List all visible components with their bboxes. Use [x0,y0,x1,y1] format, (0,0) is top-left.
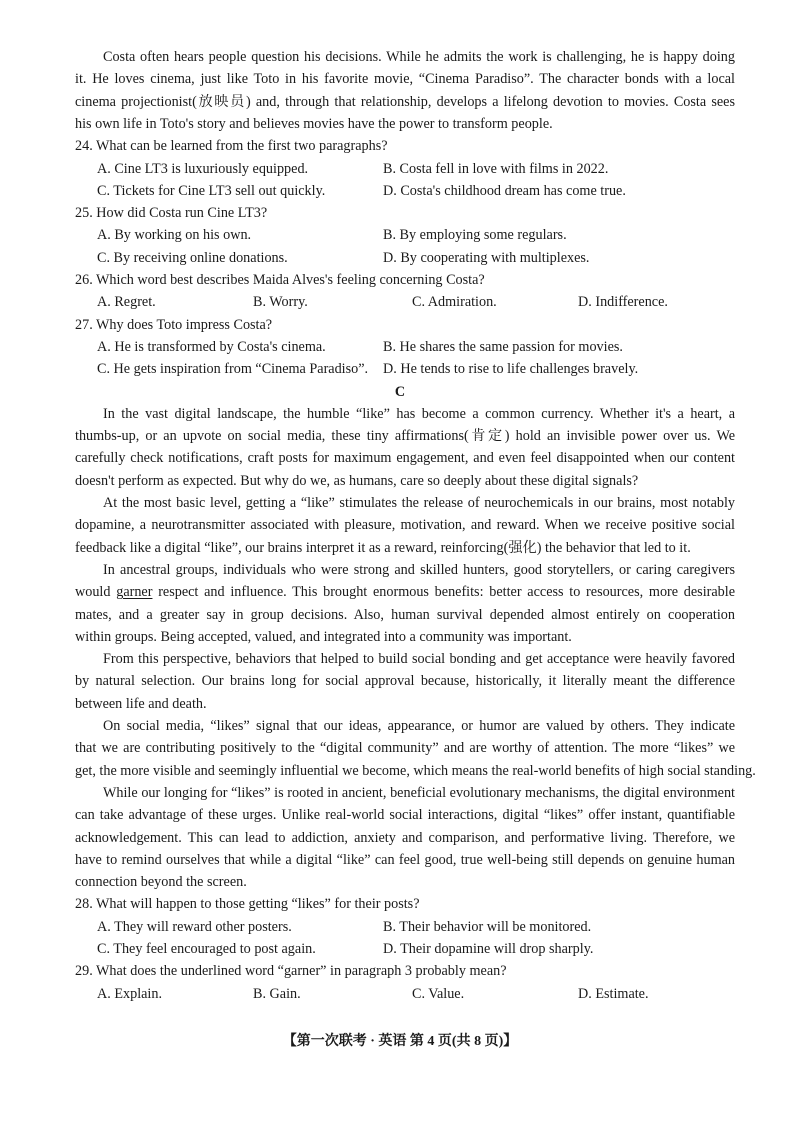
question-stem: 27. Why does Toto impress Costa? [75,316,273,333]
paragraph-line: In ancestral groups, individuals who were strong and skilled hunters, good storytellers, or caring caregivers [103,561,735,578]
paragraph-line: by natural selection. Our brains long for social approval because, historically, it literally meant the difference [75,673,735,690]
answer-option[interactable]: B. He shares the same passion for movies. [383,338,623,355]
paragraph-line: acknowledgement. This can lead to addiction, anxiety and comparison, and performative living. Therefore, we [75,829,735,846]
answer-option[interactable]: B. Their behavior will be monitored. [383,918,592,935]
answer-option[interactable]: D. By cooperating with multiplexes. [383,249,590,266]
paragraph-line: it. He loves cinema, just like Toto in his favorite movie, “Cinema Paradiso”. The character bonds with a local [75,71,735,88]
paragraph-line: dopamine, a neurotransmitter associated with pleasure, motivation, and reward. When we receive positive social [75,517,735,534]
paragraph-line: can take advantage of these urges. Unlike real-world social interactions, digital “likes” offer instant, quantifiable [75,807,735,824]
question-stem: 25. How did Costa run Cine LT3? [75,205,268,222]
paragraph-line: get, the more visible and seemingly influential we become, which means the real-world benefits of high social standing. [75,762,756,779]
paragraph-line: feedback like a digital “like”, our brains interpret it as a reward, reinforcing(强化) the behavior that led to it. [75,539,691,556]
answer-option[interactable]: A. Explain. [97,985,163,1002]
answer-option[interactable]: C. He gets inspiration from “Cinema Paradiso”. [97,361,369,378]
paragraph-line: within groups. Being accepted, valued, and integrated into a community was important. [75,628,572,645]
section-heading: C [394,383,406,400]
answer-option[interactable]: B. Costa fell in love with films in 2022. [383,160,609,177]
paragraph-line: From this perspective, behaviors that helped to build social bonding and get acceptance were heavily favored [103,651,735,668]
answer-option[interactable]: D. He tends to rise to life challenges bravely. [383,361,639,378]
answer-option[interactable]: D. Costa's childhood dream has come true. [383,182,626,199]
answer-option[interactable]: D. Estimate. [578,985,649,1002]
paragraph-line: In the vast digital landscape, the humble “like” has become a common currency. Whether it's a heart, a [103,405,735,422]
answer-option[interactable]: A. They will reward other posters. [97,918,292,935]
answer-option[interactable]: C. Value. [412,985,465,1002]
answer-option[interactable]: A. He is transformed by Costa's cinema. [97,338,326,355]
answer-option[interactable]: B. By employing some regulars. [383,227,567,244]
paragraph-line: While our longing for “likes” is rooted in ancient, beneficial evolutionary mechanisms, the digital environment [103,784,735,801]
answer-option[interactable]: A. Cine LT3 is luxuriously equipped. [97,160,309,177]
question-stem: 26. Which word best describes Maida Alves's feeling concerning Costa? [75,272,485,288]
paragraph-line: have to remind ourselves that while a digital “like” can feel good, true well-being still depends on genuine human [75,851,735,868]
answer-option[interactable]: B. Gain. [253,985,301,1002]
answer-option[interactable]: A. By working on his own. [97,227,252,244]
answer-option[interactable]: C. They feel encouraged to post again. [97,941,316,957]
answer-option[interactable]: C. Admiration. [412,294,497,311]
paragraph-line: carefully check notifications, craft posts for maximum engagement, and even feel disappointed when our content [75,450,735,467]
question-stem: 24. What can be learned from the first two paragraphs? [75,138,388,155]
paragraph-line: connection beyond the screen. [75,874,247,891]
answer-option[interactable]: D. Indifference. [578,294,668,311]
paragraph-line: On social media, “likes” signal that our ideas, appearance, or humor are valued by others. They indicate [103,718,735,734]
answer-option[interactable]: C. By receiving online donations. [97,249,288,266]
paragraph-line: between life and death. [75,695,207,712]
paragraph-line: that we are contributing positively to the “digital community” and are worthy of attention. The more “likes” we [75,740,735,757]
question-stem: 29. What does the underlined word “garner” in paragraph 3 probably mean? [75,963,507,980]
paragraph-line: At the most basic level, getting a “like” stimulates the release of neurochemicals in our brains, most notably [103,495,735,511]
paragraph-line: cinema projectionist(放映员) and, through that relationship, develops a lifelong devotion to movies. Costa sees [75,93,735,110]
paragraph-line: Costa often hears people question his decisions. While he admits the work is challenging, he is happy doing [103,49,735,65]
paragraph-line: his own life in Toto's story and believes movies have the power to transform people. [75,115,553,132]
underlined-word: garner [116,584,153,601]
question-stem: 28. What will happen to those getting “likes” for their posts? [75,896,420,913]
page-footer: 【第一次联考 · 英语 第 4 页(共 8 页)】 [282,1034,518,1049]
answer-option[interactable]: B. Worry. [253,294,308,311]
answer-option[interactable]: A. Regret. [97,294,156,311]
paragraph-line: would garner respect and influence. This brought enormous benefits: better access to resources, more desirable [75,584,735,601]
answer-option[interactable]: C. Tickets for Cine LT3 sell out quickly. [97,182,326,199]
paragraph-line: doesn't perform as expected. But why do we, as humans, care so deeply about these digital signals? [75,472,639,489]
paragraph-line: thumbs-up, or an upvote on social media, these tiny affirmations(肯定) hold an invisible power over us. We [75,428,735,445]
answer-option[interactable]: D. Their dopamine will drop sharply. [383,941,594,957]
paragraph-line: mates, and a greater say in group decisions. Also, human survival depended almost entirely on cooperation [75,606,735,623]
